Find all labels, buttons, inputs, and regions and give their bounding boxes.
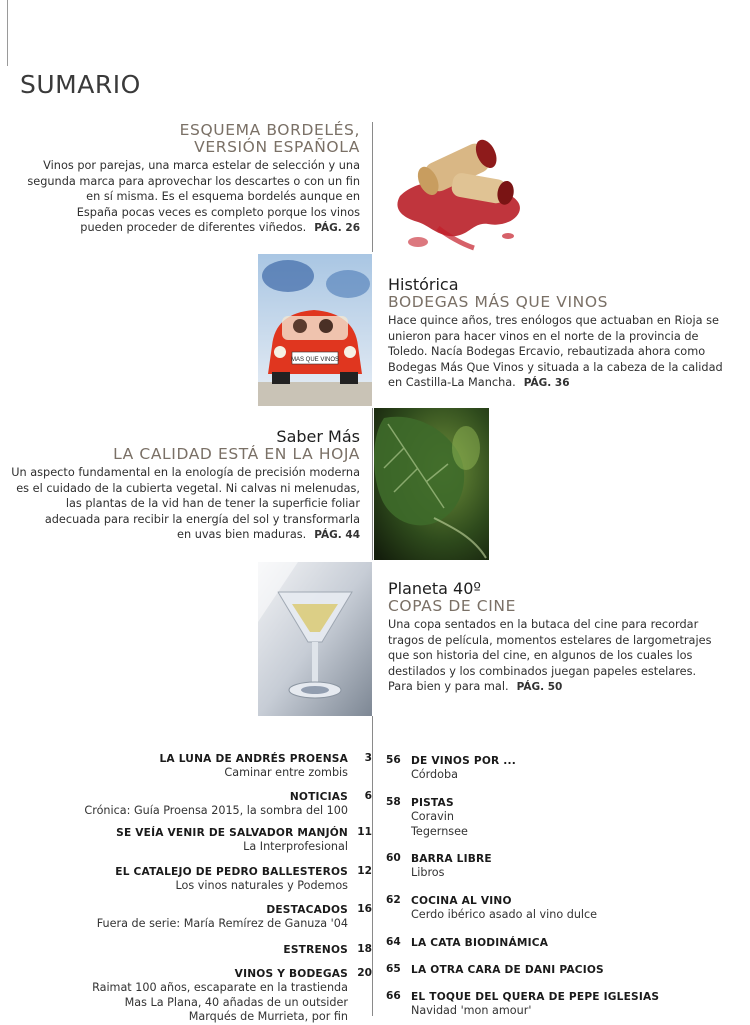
- toc-entry-subtitle: Fuera de serie: María Remírez de Ganuza '04: [96, 917, 348, 930]
- toc-entry-title: SE VEÍA VENIR DE SALVADOR MANJÓN: [116, 827, 348, 839]
- feature-body: Hace quince años, tres enólogos que actuaban en Rioja se unieron para hacer vinos en el norte de la provincia de Toledo. Nacía Bodegas Ercavio, rebautizada ahora como Bodegas Más Que Vinos y situada a la cabeza de la calidad en Castilla-La Mancha. PÁG. 36: [388, 314, 723, 389]
- toc-entry-page: 62: [386, 894, 401, 906]
- toc-entry-subtitle: Marqués de Murrieta, por fin: [188, 1010, 348, 1023]
- toc-entry[interactable]: [386, 894, 597, 923]
- toc-entry-page: 58: [386, 796, 401, 808]
- toc-entry-page: 66: [386, 990, 401, 1002]
- toc-entry-title: NOTICIAS: [289, 791, 348, 803]
- toc-entry-subtitle: Caminar entre zombis: [224, 766, 348, 779]
- column-divider: [372, 122, 373, 252]
- toc-entry-page: 11: [357, 826, 372, 838]
- feature-body: Una copa sentados en la butaca del cine para recordar tragos de película, momentos estelares de largometrajes que son historia del cine, en algunos de los cuales los destilados y los combinados juegan papeles estelares. Para bien y para mal. PÁG. 50: [388, 618, 712, 693]
- toc-entry-title: DESTACADOS: [266, 904, 348, 916]
- toc-entry[interactable]: [283, 943, 372, 957]
- toc-entry-subtitle: Tegernsee: [411, 824, 468, 838]
- toc-entry-page: 60: [386, 852, 401, 864]
- toc-entry-subtitle: Córdoba: [411, 768, 458, 781]
- toc-entry-page: 18: [357, 943, 372, 955]
- page-edge-rule: [7, 0, 8, 66]
- car-plate-text: MAS QUE VINOS: [290, 357, 340, 363]
- feature-title: LA CALIDAD ESTÁ EN LA HOJA: [113, 445, 360, 463]
- toc-entry[interactable]: [386, 990, 659, 1019]
- page-reference: PÁG. 36: [523, 377, 570, 389]
- page-reference: PÁG. 50: [516, 681, 563, 693]
- toc-entry[interactable]: [96, 903, 372, 932]
- feature-title: ESQUEMA BORDELÉS, VERSIÓN ESPAÑOLA: [179, 121, 360, 156]
- toc-entry-title: ESTRENOS: [283, 944, 348, 956]
- feature-section: Histórica: [388, 275, 459, 294]
- toc-entry-subtitle: Cerdo ibérico asado al vino dulce: [411, 908, 598, 921]
- toc-entry[interactable]: [386, 936, 548, 950]
- toc-entry-subtitle: La Interprofesional: [243, 840, 348, 853]
- toc-entry[interactable]: [116, 826, 372, 855]
- toc-left-column: [40, 0, 372, 1024]
- page-reference: PÁG. 26: [314, 222, 360, 234]
- feature-section: Saber Más: [276, 427, 360, 446]
- feature-body: Vinos por parejas, una marca estelar de selección y una segunda marca para aprovechar los descartes o con un fin en sí misma. Es el esquema bordelés aunque en España pocas veces es completo porque los vinos pueden proceder de diferentes viñedos. PÁG. 26: [27, 159, 360, 234]
- feature-body: Un aspecto fundamental en la enología de precisión moderna es el cuidado de la cubierta vegetal. Ni calvas ni melenudas, las plantas de la vid han de tener la superficie foliar adecuada para recibir la energía del sol y transformarla en uvas bien maduras. PÁG. 44: [11, 466, 360, 541]
- toc-entry-page: 3: [364, 752, 372, 764]
- page-reference: PÁG. 44: [314, 529, 360, 541]
- toc-right-column: [386, 0, 726, 1024]
- toc-entry-page: 16: [357, 903, 372, 915]
- toc-entry-title: BARRA LIBRE: [411, 853, 492, 865]
- toc-entry-subtitle: Navidad 'mon amour': [411, 1004, 532, 1017]
- toc-entry[interactable]: [386, 796, 468, 839]
- toc-entry-subtitle: Coravin: [411, 810, 454, 823]
- feature-title: COPAS DE CINE: [388, 597, 516, 615]
- toc-entry[interactable]: [92, 967, 372, 1025]
- toc-entry-title: VINOS Y BODEGAS: [234, 968, 348, 980]
- toc-entry[interactable]: [115, 865, 372, 894]
- toc-entry-subtitle: Raimat 100 años, escaparate en la trastienda: [92, 981, 348, 994]
- toc-entry-page: 12: [357, 865, 372, 877]
- toc-entry-title: COCINA AL VINO: [411, 895, 512, 907]
- toc-entry-title: EL CATALEJO DE PEDRO BALLESTEROS: [115, 866, 348, 878]
- toc-entry-title: DE VINOS POR ...: [411, 755, 516, 767]
- page-title: SUMARIO: [20, 70, 141, 99]
- column-divider: [372, 716, 373, 1016]
- toc-entry-title: LA CATA BIODINÁMICA: [411, 937, 549, 949]
- toc-entry-page: 64: [386, 936, 401, 948]
- toc-entry-title: LA OTRA CARA DE DANI PACIOS: [411, 964, 604, 976]
- toc-entry-page: 20: [357, 967, 372, 979]
- toc-entry[interactable]: [386, 754, 516, 783]
- toc-entry[interactable]: [386, 852, 492, 881]
- column-divider: [372, 408, 373, 560]
- toc-entry-title: EL TOQUE DEL QUERA DE PEPE IGLESIAS: [411, 991, 660, 1003]
- feature-section: Planeta 40º: [388, 579, 481, 598]
- toc-entry-page: 56: [386, 754, 401, 766]
- toc-entry-title: PISTAS: [411, 797, 454, 809]
- toc-entry[interactable]: [84, 790, 372, 819]
- toc-entry-page: 6: [364, 790, 372, 802]
- toc-entry-subtitle: Crónica: Guía Proensa 2015, la sombra del 100: [84, 804, 348, 817]
- feature-title: BODEGAS MÁS QUE VINOS: [388, 293, 609, 311]
- toc-entry[interactable]: [159, 752, 372, 781]
- toc-entry-subtitle: Los vinos naturales y Podemos: [175, 879, 348, 892]
- toc-entry-page: 65: [386, 963, 401, 975]
- toc-entry-title: LA LUNA DE ANDRÉS PROENSA: [159, 753, 348, 765]
- toc-entry-subtitle: Mas La Plana, 40 añadas de un outsider: [124, 995, 348, 1009]
- toc-entry[interactable]: [386, 963, 604, 977]
- toc-entry-subtitle: Libros: [411, 866, 445, 879]
